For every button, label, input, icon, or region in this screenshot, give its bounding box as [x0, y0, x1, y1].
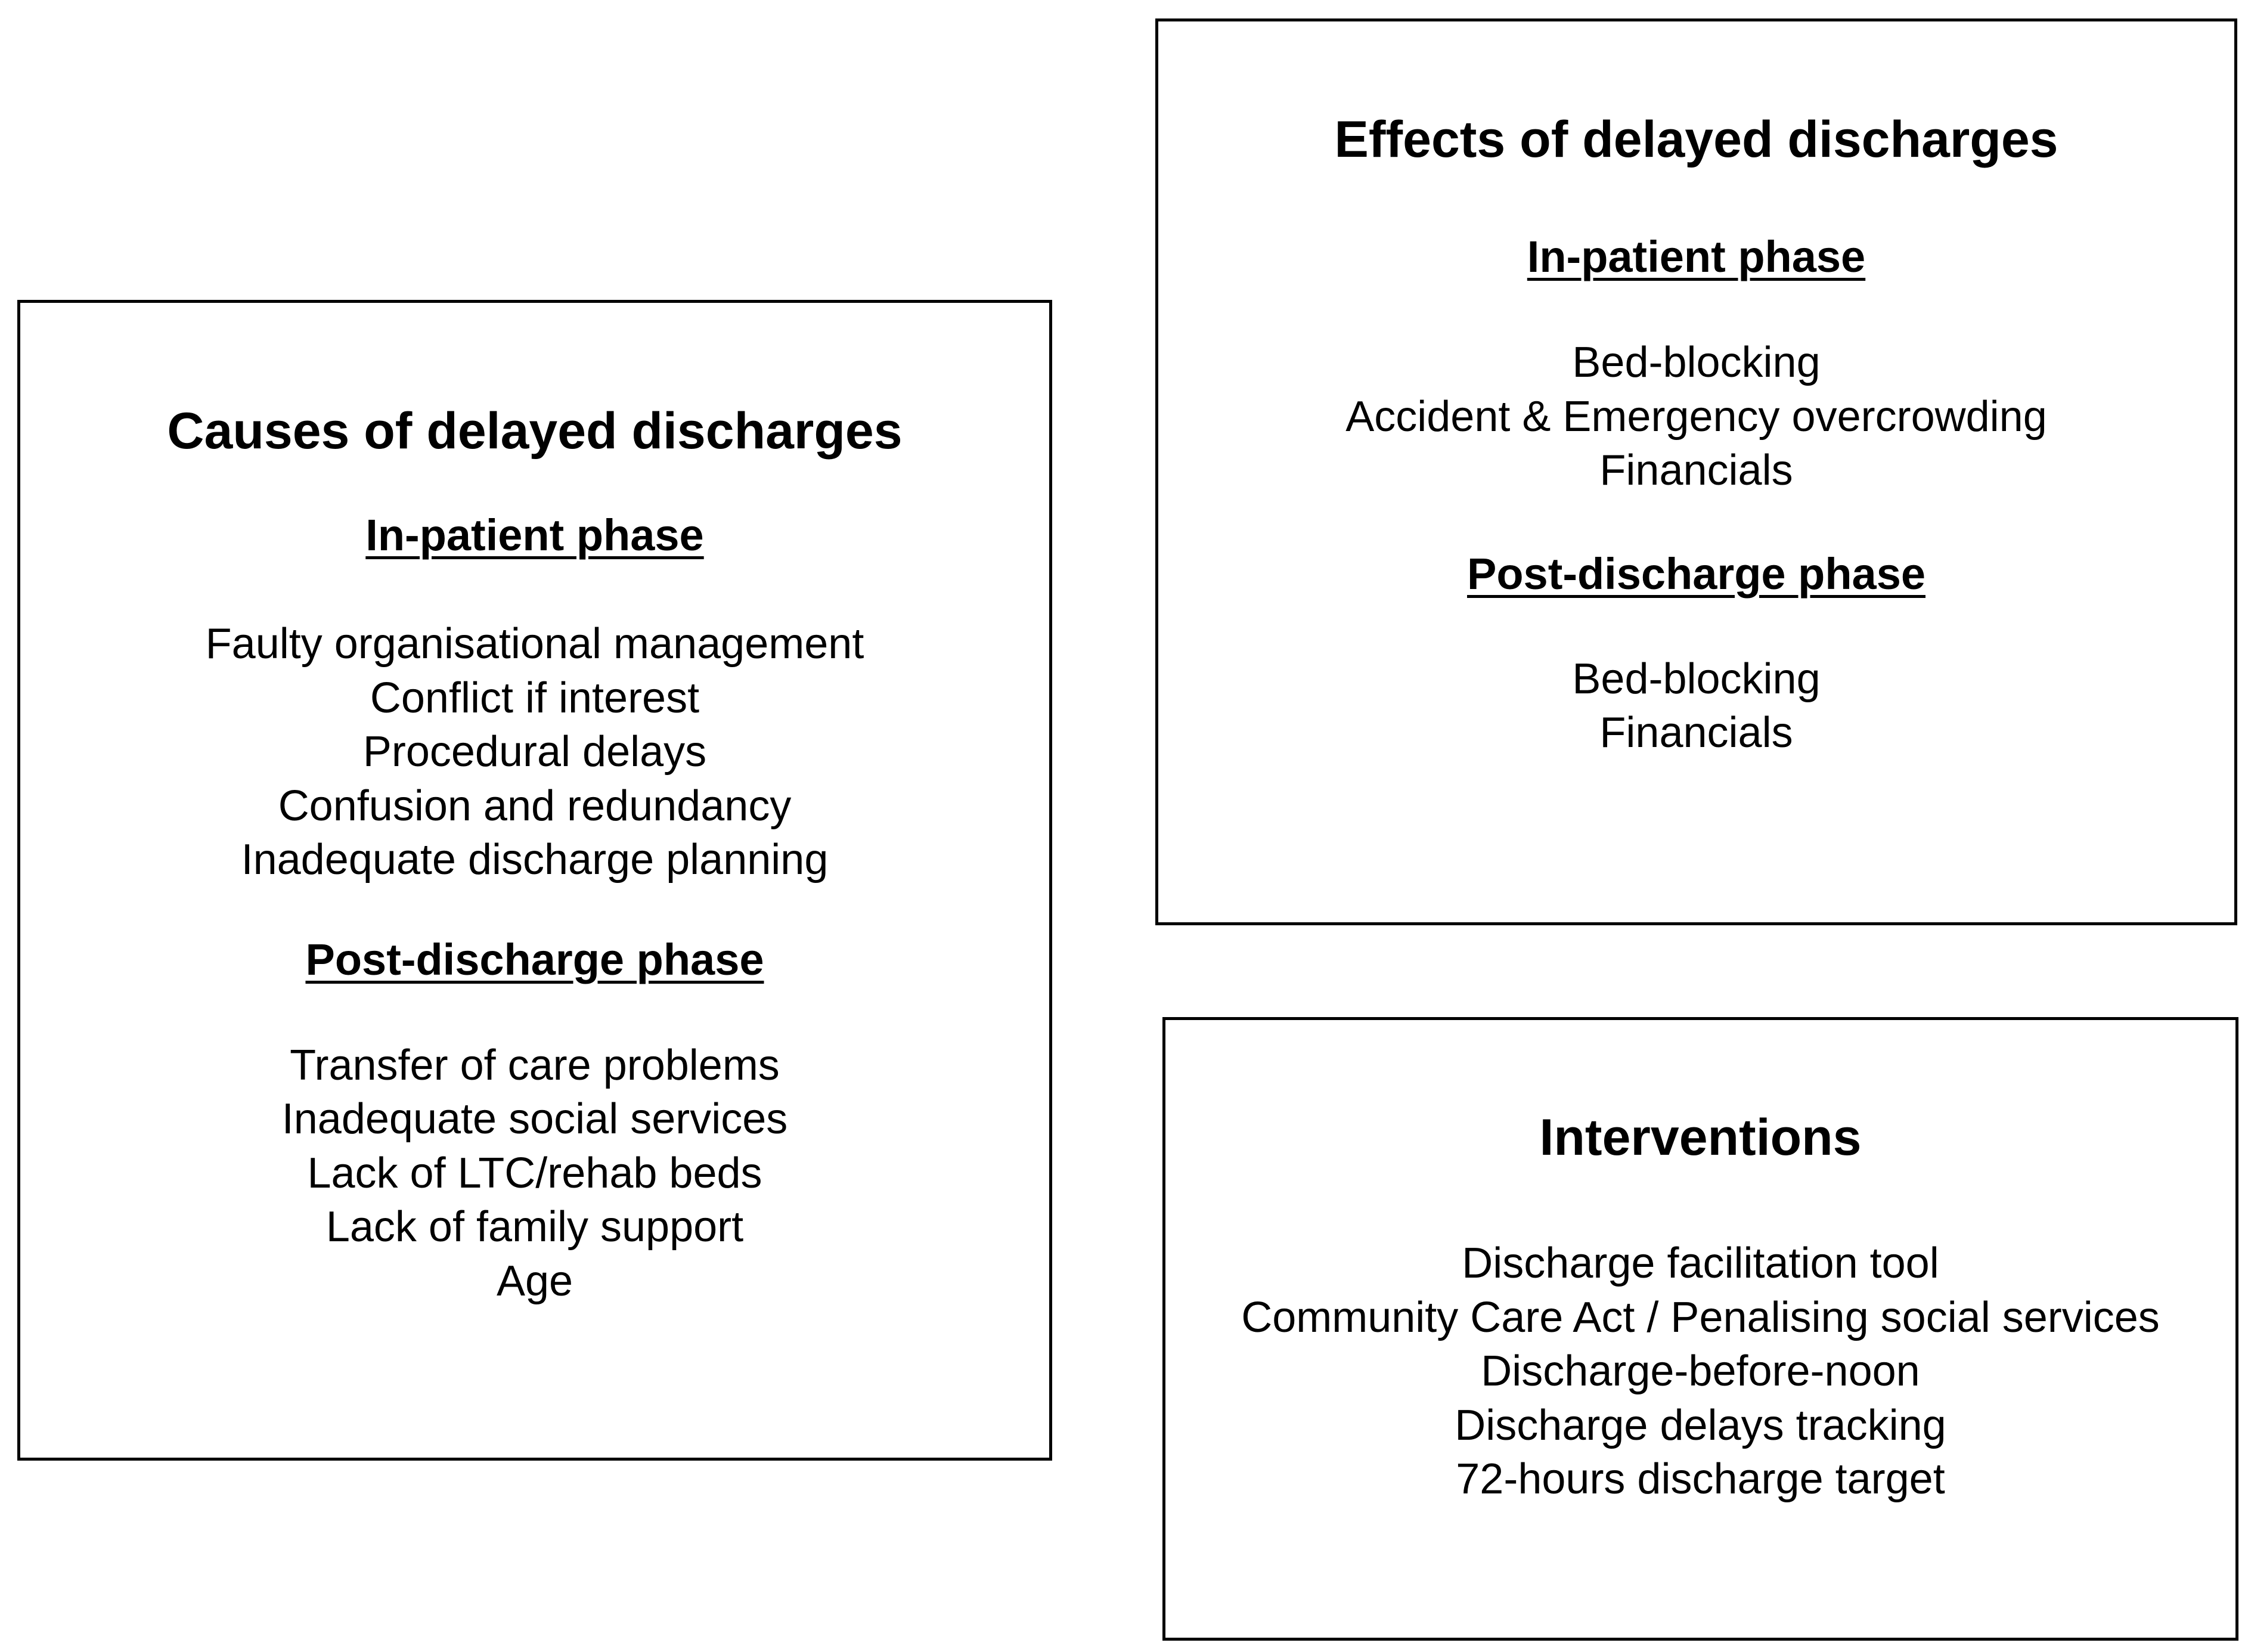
effects-box [1155, 18, 2237, 925]
interventions-title: Interventions [1539, 1109, 1862, 1166]
causes-inpatient-list [20, 617, 1049, 887]
list-item: Procedural delays [362, 728, 707, 776]
list-item: Community Care Act / Penalising social services [1241, 1293, 2160, 1341]
list-item: Accident & Emergency overcrowding [1345, 392, 2047, 441]
list-item: Inadequate discharge planning [241, 836, 829, 884]
list-item: Discharge facilitation tool [1462, 1239, 1939, 1287]
list-item: Lack of LTC/rehab beds [307, 1149, 762, 1197]
list-item: Conflict if interest [370, 674, 700, 722]
list-item: Bed-blocking [1572, 655, 1821, 703]
effects-inpatient-list [1158, 336, 2234, 498]
interventions-list [1165, 1236, 2235, 1507]
list-item: 72-hours discharge target [1456, 1455, 1945, 1503]
list-item: Discharge-before-noon [1481, 1347, 1920, 1395]
causes-postdischarge-heading: Post-discharge phase [305, 934, 764, 984]
list-item: Discharge delays tracking [1455, 1401, 1946, 1449]
effects-inpatient-heading: In-patient phase [1527, 232, 1866, 281]
effects-postdischarge-heading: Post-discharge phase [1466, 548, 1925, 599]
interventions-box [1162, 1017, 2238, 1641]
causes-inpatient-heading: In-patient phase [365, 510, 704, 560]
list-item: Lack of family support [325, 1203, 744, 1251]
list-item: Faulty organisational management [205, 620, 864, 668]
list-item: Bed-blocking [1572, 339, 1821, 386]
effects-postdischarge-list [1158, 652, 2234, 760]
list-item: Financials [1599, 709, 1793, 757]
list-item: Transfer of care problems [290, 1041, 780, 1089]
causes-postdischarge-list [20, 1039, 1049, 1309]
list-item: Confusion and redundancy [278, 782, 792, 830]
list-item: Financials [1599, 447, 1793, 494]
effects-title: Effects of delayed discharges [1334, 111, 2058, 168]
causes-box [17, 300, 1052, 1461]
list-item: Inadequate social services [281, 1095, 788, 1143]
list-item: Age [496, 1257, 573, 1305]
causes-title: Causes of delayed discharges [167, 402, 903, 460]
